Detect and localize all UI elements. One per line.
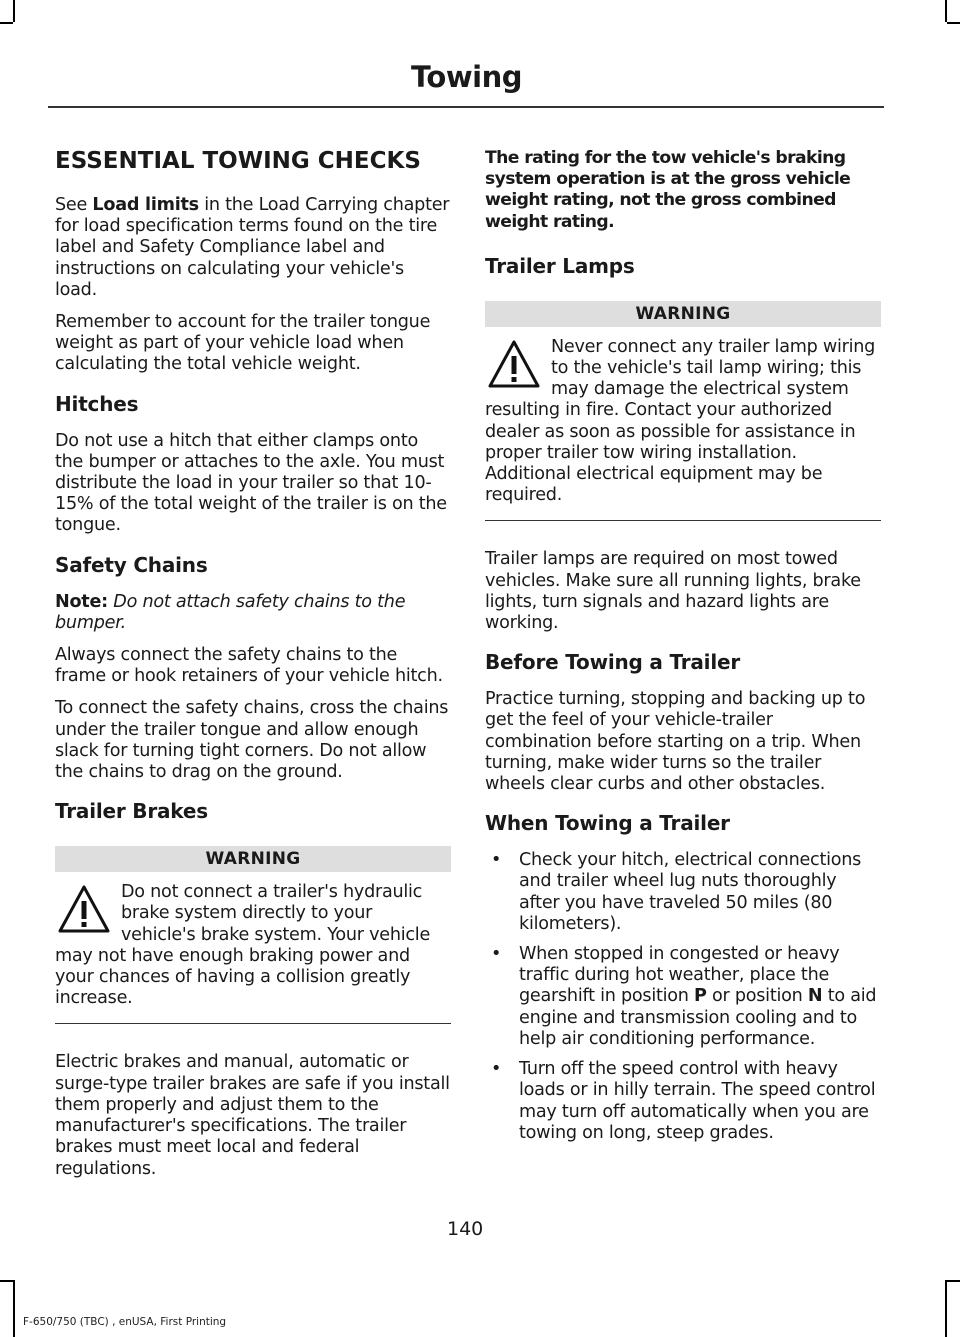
gear-position-n: N	[807, 986, 823, 1007]
braking-rating-paragraph: The rating for the tow vehicle's braking system operation is at the gross vehicle weight rating, not the gross combined weight rating.	[485, 148, 851, 232]
warning-rule	[55, 1023, 451, 1024]
crop-mark	[0, 22, 13, 24]
hitches-paragraph: Do not use a hitch that either clamps onto the bumper or attaches to the axle. You must distribute the load in your trailer so that 10-15% of the total weight of the trailer is on the tongue.	[55, 430, 447, 536]
crop-mark	[947, 1280, 960, 1282]
lamps-warning-box	[485, 301, 881, 522]
crop-mark	[13, 0, 15, 22]
brakes-paragraph: Electric brakes and manual, automatic or surge-type trailer brakes are safe if you install them properly and adjust them to the manufacturer's specifications. The trailer brakes must meet local and federal regulations.	[55, 1052, 450, 1179]
towing-bullet-list	[485, 850, 881, 1144]
warning-triangle-icon	[487, 339, 541, 391]
page-number: 140	[447, 1218, 484, 1240]
before-towing-heading: Before Towing a Trailer	[485, 650, 741, 675]
list-item: • Turn off the speed control with heavy loads or in hilly terrain. The speed control may turn off automatically when you are towing on long, steep grades.	[491, 1059, 876, 1143]
crop-mark	[0, 1280, 13, 1282]
footer-text: F-650/750 (TBC) , enUSA, First Printing	[23, 1316, 227, 1328]
warning-text: Do not connect a trailer's hydraulic brake system directly to your vehicle's brake system. Your vehicle may not have enough braking power and your chances of having a collision greatly increase.	[55, 882, 431, 1009]
intro-paragraph: See Load limits in the Load Carrying chapter for load specification terms found on the tire label and Safety Compliance label and instructions on calculating your vehicle's load.	[55, 195, 450, 300]
trailer-lamps-heading: Trailer Lamps	[485, 253, 635, 278]
gear-position-p: P	[694, 986, 707, 1007]
safety-chains-heading: Safety Chains	[55, 552, 208, 577]
when-towing-heading: When Towing a Trailer	[485, 811, 730, 836]
warning-rule	[485, 520, 881, 521]
hitches-heading: Hitches	[55, 391, 139, 416]
bullet-icon: •	[491, 944, 502, 965]
page-header-title: Towing	[411, 60, 522, 94]
before-towing-paragraph: Practice turning, stopping and backing up to get the feel of your vehicle-trailer combination before starting on a trip. When turning, make wider turns so the trailer wheels clear curbs and other obstacles.	[485, 689, 866, 795]
list-item: • When stopped in congested or heavy traffic during hot weather, place the gearshift in position P or position N to aid engine and transmission cooling and to help air conditioning performance.	[491, 944, 877, 1049]
bullet-icon: •	[491, 850, 502, 871]
crop-mark	[945, 1280, 947, 1337]
note-paragraph: Note: Do not attach safety chains to the bumper.	[55, 591, 406, 633]
bullet-icon: •	[491, 1059, 502, 1080]
load-limits-reference: Load limits	[92, 195, 199, 215]
warning-label: WARNING	[55, 846, 451, 872]
warning-label: WARNING	[485, 301, 881, 327]
crop-mark	[945, 0, 947, 22]
safety-paragraph-1: Always connect the safety chains to the frame or hook retainers of your vehicle hitch.	[55, 645, 443, 687]
trailer-brakes-heading: Trailer Brakes	[55, 799, 208, 824]
warning-triangle-icon	[57, 884, 111, 936]
warning-text: Never connect any trailer lamp wiring to the vehicle's tail lamp wiring; this may damage the electrical system resulting in fire. Contact your authorized dealer as soon as possible for assistance in proper trailer tow wiring installation. Additional electrical equipment may be required.	[485, 336, 876, 506]
crop-mark	[947, 22, 960, 24]
right-column	[485, 148, 881, 1153]
remember-paragraph: Remember to account for the trailer tongue weight as part of your vehicle load when calculating the total vehicle weight.	[55, 312, 431, 375]
brakes-warning-box	[55, 846, 451, 1024]
header-rule	[48, 106, 884, 108]
left-column	[55, 143, 451, 1191]
list-item: • Check your hitch, electrical connections and trailer wheel lug nuts thoroughly after you have traveled 50 miles (80 kilometers).	[491, 850, 862, 934]
safety-paragraph-2: To connect the safety chains, cross the chains under the trailer tongue and allow enough slack for turning tight corners. Do not allow the chains to drag on the ground.	[55, 698, 449, 783]
trailer-lamps-paragraph: Trailer lamps are required on most towed vehicles. Make sure all running lights, brake lights, turn signals and hazard lights are working.	[485, 549, 861, 634]
crop-mark	[13, 1280, 15, 1337]
section-heading: ESSENTIAL TOWING CHECKS	[55, 148, 421, 174]
